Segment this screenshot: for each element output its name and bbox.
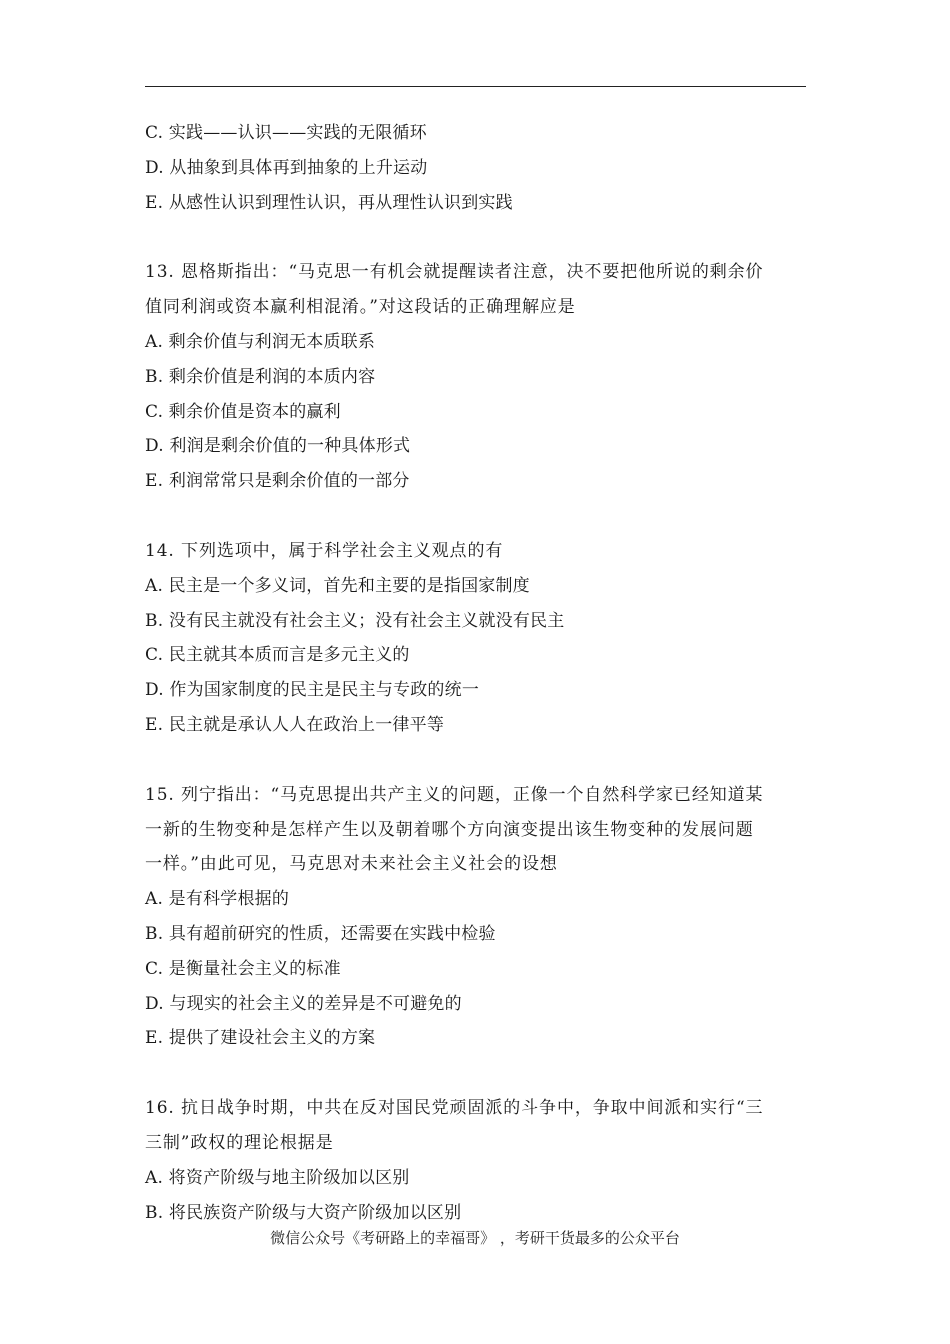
header-rule — [145, 86, 806, 87]
option-line: A. 民主是一个多义词，首先和主要的是指国家制度 — [145, 575, 530, 596]
option-line: C. 剩余价值是资本的赢利 — [145, 401, 341, 422]
option-line: D. 与现实的社会主义的差异是不可避免的 — [145, 993, 462, 1014]
option-line: B. 将民族资产阶级与大资产阶级加以区别 — [145, 1202, 462, 1223]
question-stem: 13. 恩格斯指出：“马克思一有机会就提醒读者注意，决不要把他所说的剩余价 — [145, 262, 764, 283]
question-15 — [145, 778, 815, 1056]
question-stem: 一样。”由此可见，马克思对未来社会主义社会的设想 — [145, 854, 558, 875]
option-line: E. 从感性认识到理性认识，再从理性认识到实践 — [145, 192, 513, 213]
option-line: E. 民主就是承认人人在政治上一律平等 — [145, 714, 445, 735]
option-line: C. 是衡量社会主义的标准 — [145, 958, 341, 979]
question-16 — [145, 1091, 815, 1230]
question-14 — [145, 534, 815, 743]
question-content — [145, 116, 815, 1230]
question-stem: 一新的生物变种是怎样产生以及朝着哪个方向演变提出该生物变种的发展问题 — [145, 819, 754, 840]
spacer — [145, 499, 815, 534]
page-footer: 微信公众号《考研路上的幸福哥》 ，考研干货最多的公众平台 — [270, 1229, 680, 1247]
spacer — [145, 743, 815, 778]
option-line: E. 利润常常只是剩余价值的一部分 — [145, 471, 410, 492]
option-line: A. 剩余价值与利润无本质联系 — [145, 331, 376, 352]
option-line: C. 民主就其本质而言是多元主义的 — [145, 645, 410, 666]
option-line: D. 作为国家制度的民主是民主与专政的统一 — [145, 680, 480, 701]
question-stem: 14. 下列选项中，属于科学社会主义观点的有 — [145, 540, 504, 561]
question-stem: 三制”政权的理论根据是 — [145, 1132, 334, 1153]
question-stem: 16. 抗日战争时期，中共在反对国民党顽固派的斗争中，争取中间派和实行“三 — [145, 1098, 764, 1119]
option-line: D. 利润是剩余价值的一种具体形式 — [145, 436, 411, 457]
spacer — [145, 220, 815, 255]
spacer — [145, 1056, 815, 1091]
option-line: B. 剩余价值是利润的本质内容 — [145, 366, 376, 387]
question-stem: 15. 列宁指出：“马克思提出共产主义的问题，正像一个自然科学家已经知道某 — [145, 784, 764, 805]
option-line: B. 具有超前研究的性质，还需要在实践中检验 — [145, 923, 496, 944]
option-line: C. 实践——认识——实践的无限循环 — [145, 123, 427, 143]
option-line: E. 提供了建设社会主义的方案 — [145, 1028, 376, 1049]
question-stem: 值同利润或资本赢利相混淆。”对这段话的正确理解应是 — [145, 297, 576, 318]
option-line: A. 将资产阶级与地主阶级加以区别 — [145, 1167, 410, 1188]
option-line: A. 是有科学根据的 — [145, 889, 290, 910]
option-line: D. 从抽象到具体再到抽象的上升运动 — [145, 157, 428, 178]
question-13 — [145, 255, 815, 499]
option-line: B. 没有民主就没有社会主义；没有社会主义就没有民主 — [145, 610, 565, 631]
question-12-options — [145, 116, 815, 220]
